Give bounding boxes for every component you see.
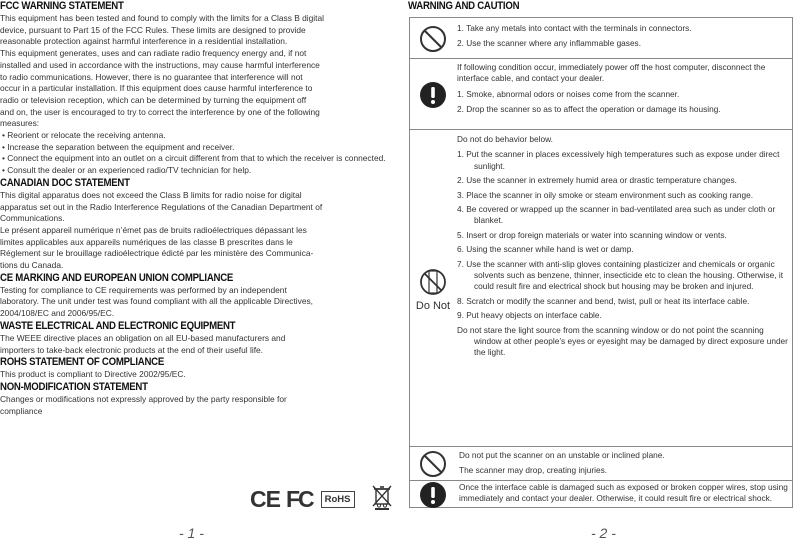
canadian-section [0, 177, 396, 272]
page-number-left: - 1 - [179, 525, 204, 541]
donot-label: Do Not [415, 299, 451, 312]
row3-item: 2. Use the scanner in extremely humid area or drastic temperature changes. [457, 175, 737, 186]
nonmod-section [0, 381, 396, 417]
row4-item: The scanner may drop, creating injuries. [459, 465, 608, 476]
row3-item: 5. Insert or drop foreign materials or water into scanning window or vents. [457, 229, 727, 240]
fcc-line: measures: [0, 118, 40, 129]
fcc-line: and on, the user is encouraged to try to correct the interference by one of the following [0, 106, 320, 117]
fcc-section [0, 0, 396, 177]
warning-heading: WARNING AND CAUTION [408, 0, 520, 12]
ce-line: laboratory. The unit under test was found compliant with all the applicable Directives, [0, 296, 313, 307]
row2-item: 1. Smoke, abnormal odors or noises come from the scanner. [457, 88, 680, 99]
warning-row-alert-1 [410, 59, 792, 130]
fcc-line: device, pursuant to Part 15 of the FCC Rules. These limits are designed to provide [0, 24, 306, 35]
fcc-heading: FCC WARNING STATEMENT [0, 0, 124, 12]
weee-heading: WASTE ELECTRICAL AND ELECTRONIC EQUIPMENT [0, 319, 236, 332]
row1-item: 2. Use the scanner where any inflammable gases. [457, 38, 642, 49]
row3-item: 8. Scratch or modify the scanner and bend, twist, pull or heat its interface cable. [457, 295, 750, 306]
fcc-line: This equipment has been tested and found to comply with the limits for a Class B digital [0, 13, 325, 23]
row2-item: 2. Drop the scanner so as to affect the operation or damage its housing. [457, 103, 721, 114]
row4-item: Do not put the scanner on an unstable or inclined plane. [459, 450, 665, 460]
warning-row-prohibited-2 [410, 447, 792, 481]
left-page [0, 0, 396, 417]
exclamation-icon [410, 473, 456, 517]
row3-item: 4. Be covered or wrapped up the scanner in bad-ventilated area such as under cloth or blanket. [457, 204, 776, 226]
warning-row-alert-2 [410, 481, 792, 508]
nonmod-heading: NON-MODIFICATION STATEMENT [0, 380, 148, 393]
rohs-mark-icon: RoHS [321, 491, 355, 508]
ce-line: Testing for compliance to CE requirements was performed by an independent [0, 284, 287, 295]
canadian-heading: CANADIAN DOC STATEMENT [0, 176, 130, 189]
fcc-line: to radio communications. However, there is no guarantee that interference will not [0, 71, 303, 82]
fcc-bullet: • Increase the separation between the equipment and receiver. [2, 141, 235, 152]
ce-mark-icon: CE [250, 486, 280, 512]
page-number-right: - 2 - [591, 525, 616, 541]
donot-icon [418, 266, 448, 298]
row3-item: 9. Put heavy objects on interface cable. [457, 310, 602, 321]
fcc-mark-icon: FC [285, 486, 313, 512]
weee-line: importers to take-back electronic products at the end of their useful life. [0, 344, 264, 355]
row5-text: Once the interface cable is damaged such as exposed or broken copper wires, stop using immediately and contact your dealer. Otherwise, it could result fire or electrical shock. [459, 482, 788, 504]
ce-heading: CE MARKING AND EUROPEAN UNION COMPLIANCE [0, 271, 234, 284]
rohs-line: This product is compliant to Directive 2002/95/EC. [0, 369, 186, 380]
warning-table [409, 17, 793, 508]
warning-row-donot [410, 130, 792, 447]
canadian-line: This digital apparatus does not exceed the Class B limits for radio noise for digital [0, 189, 302, 200]
weee-bin-icon [371, 484, 393, 515]
canadian-line: apparatus set out in the Radio Interference Regulations of the Canadian Department of [0, 201, 323, 212]
fcc-line: occur in a particular installation. If this equipment does cause harmful interference to [0, 83, 313, 94]
canadian-line: tions du Canada. [0, 260, 64, 271]
row3-item: 6. Using the scanner while hand is wet or damp. [457, 244, 634, 255]
fcc-line: This equipment generates, uses and can radiate radio frequency energy and, if not [0, 48, 307, 59]
row3-item: 3. Place the scanner in oily smoke or steam environment such as cooking range. [457, 189, 754, 200]
warning-row-prohibited-1 [410, 18, 792, 59]
row1-item: 1. Take any metals into contact with the terminals in connectors. [457, 23, 692, 33]
weee-section [0, 320, 396, 356]
weee-line: The WEEE directive places an obligation on all EU-based manufacturers and [0, 332, 286, 343]
fcc-bullet: • Consult the dealer or an experienced radio/TV technician for help. [2, 165, 252, 176]
rohs-heading: ROHS STATEMENT OF COMPLIANCE [0, 356, 165, 369]
fcc-bullet: • Connect the equipment into an outlet on a circuit different from that to which the receiver is connected. [2, 153, 386, 164]
row3-intro: Do not do behavior below. [457, 134, 553, 144]
canadian-line: limites applicables aux appareils numériques de las classe B prescrites dans le [0, 236, 293, 247]
row3-item: 7. Use the scanner with anti-slip gloves containing plasticizer and chemicals or organic solvents such as benzene, thinner, insecticide etc to clean the housing. Otherwise, it could result fire and electrical shock but housing may be broken and injured. [457, 258, 784, 292]
row2-intro: If following condition occur, immediately power off the host computer, disconnect the interface cable, and contact your dealer. [457, 62, 766, 84]
row3-item: Do not stare the light source from the scanning window or do not point the scanning window at other people’s eyes or eyesight may be damaged by direct exposure under the light. [457, 324, 788, 358]
canadian-line: Communications. [0, 213, 65, 224]
fcc-line: reasonable protection against harmful interference in a residential installation. [0, 36, 288, 47]
compliance-logos [250, 484, 393, 515]
fcc-line: radio or television reception, which can be determined by turning the equipment off [0, 94, 307, 105]
right-page [408, 0, 794, 13]
exclamation-icon [410, 59, 456, 130]
rohs-section [0, 356, 396, 381]
fcc-line: installed and used in accordance with the instructions, may cause harmful interference [0, 59, 320, 70]
canadian-line: Le présent appareil numérique n’émet pas de bruits radioélectriques dépassant les [0, 224, 307, 235]
canadian-line: Réglement sur le brouillage radioélectrique édicté par les ministère des Communica- [0, 248, 314, 259]
prohibited-icon [410, 18, 456, 59]
ce-section [0, 272, 396, 320]
row3-item: 1. Put the scanner in places excessively high temperatures such as expose under direct sunlight. [457, 149, 780, 171]
ce-line: 2004/108/EC and 2006/95/EC. [0, 308, 115, 319]
donot-icon-group [410, 130, 456, 447]
fcc-bullet: • Reorient or relocate the receiving antenna. [2, 130, 166, 141]
nonmod-line: compliance [0, 405, 43, 416]
nonmod-line: Changes or modifications not expressly approved by the party responsible for [0, 393, 287, 404]
